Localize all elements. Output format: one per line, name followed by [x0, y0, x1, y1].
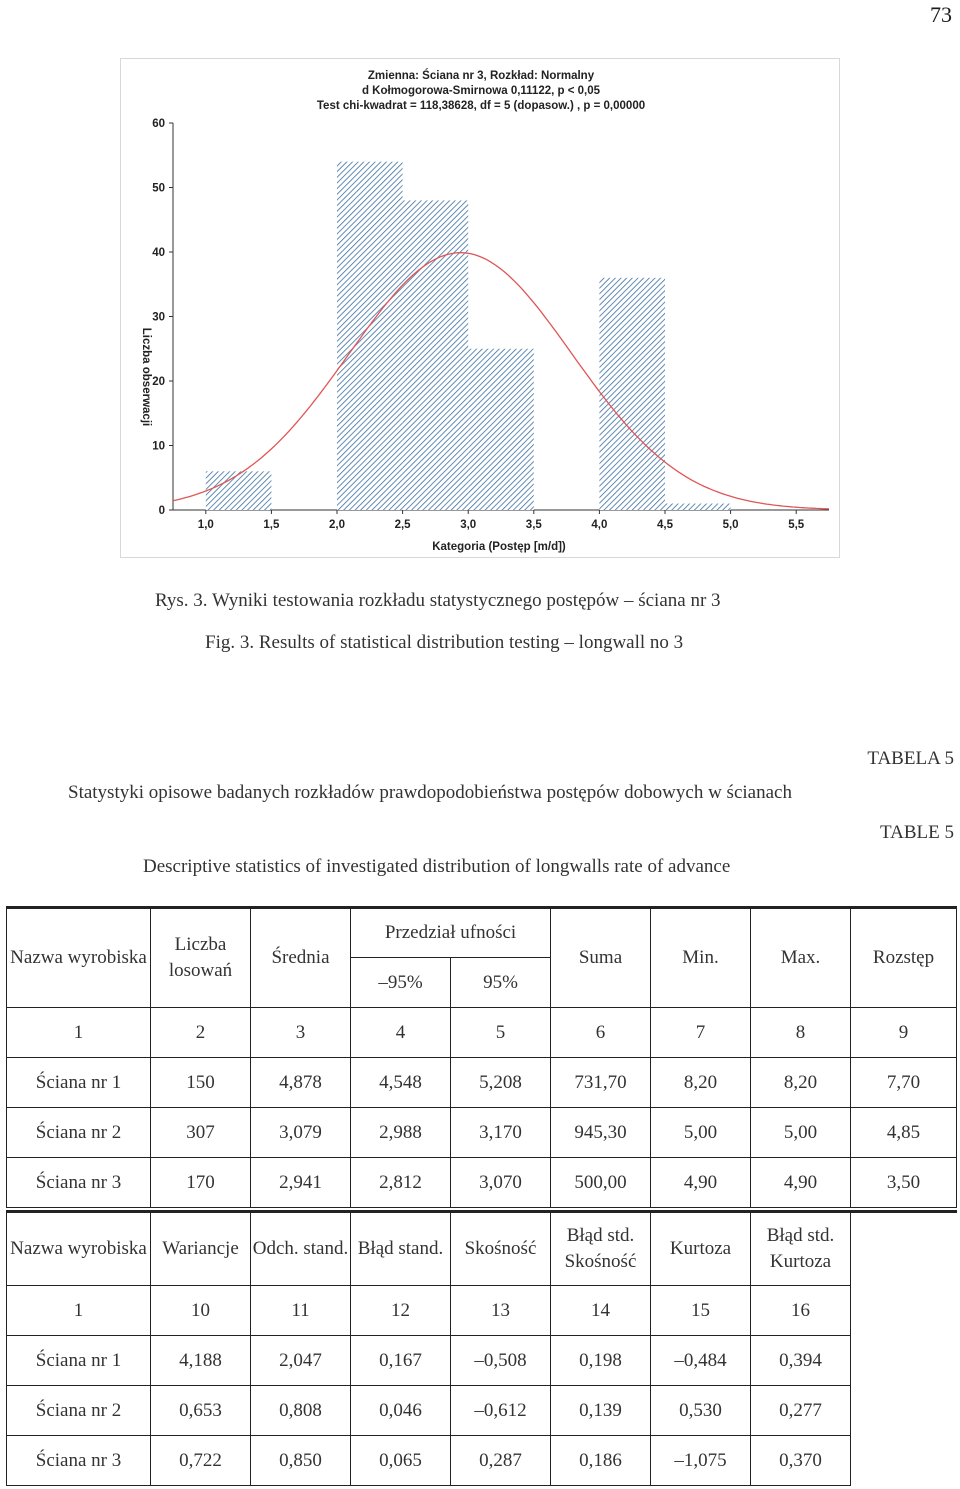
column-number: 7: [651, 1008, 751, 1058]
column-number: 1: [7, 1286, 151, 1336]
cell: 0,394: [751, 1336, 851, 1386]
y-tick-label: 30: [152, 311, 165, 324]
cell: –0,612: [451, 1386, 551, 1436]
stats-table-part1: [6, 906, 957, 1208]
x-tick-label: 4,0: [591, 519, 608, 531]
cell: 3,50: [851, 1158, 957, 1208]
cell: Ściana nr 3: [7, 1158, 151, 1208]
column-number: 11: [251, 1286, 351, 1336]
histogram-bar: [337, 162, 403, 510]
x-tick-label: 1,5: [263, 519, 280, 531]
x-tick-label: 2,0: [329, 519, 345, 531]
cell: 2,812: [351, 1158, 451, 1208]
header-cell: Skośność: [451, 1212, 551, 1286]
header-cell: Błąd std. Skośność: [551, 1212, 651, 1286]
cell: 0,198: [551, 1336, 651, 1386]
column-number: 16: [751, 1286, 851, 1336]
cell: 0,046: [351, 1386, 451, 1436]
y-axis-label: Liczba obserwacji: [140, 327, 152, 427]
stats-table-part2: [6, 1210, 957, 1486]
column-number-row: [7, 1286, 957, 1336]
header-count: Liczba losowań: [151, 908, 251, 1008]
x-tick-label: 3,0: [460, 519, 477, 531]
cell: 4,878: [251, 1058, 351, 1108]
cell: 0,370: [751, 1436, 851, 1486]
column-number: 10: [151, 1286, 251, 1336]
cell: 3,170: [451, 1108, 551, 1158]
figure-caption-en: Fig. 3. Results of statistical distribution testing – longwall no 3: [205, 632, 684, 653]
y-tick-label: 10: [152, 440, 165, 453]
y-tick-label: 60: [152, 118, 165, 130]
cell: –0,484: [651, 1336, 751, 1386]
column-number: 8: [751, 1008, 851, 1058]
x-tick-label: 5,0: [722, 519, 739, 531]
cell: 0,850: [251, 1436, 351, 1486]
cell: 8,20: [751, 1058, 851, 1108]
y-tick-label: 0: [158, 505, 165, 517]
cell: –0,508: [451, 1336, 551, 1386]
table-row: [7, 1436, 957, 1486]
header-cell: Nazwa wyrobiska: [7, 1212, 151, 1286]
header-mean: Średnia: [251, 908, 351, 1008]
y-tick-label: 50: [152, 182, 165, 195]
header-row: [7, 1212, 957, 1286]
column-number: 13: [451, 1286, 551, 1336]
cell: 5,00: [651, 1108, 751, 1158]
chart-title-line-2: d Kołmogorowa-Smirnowa 0,11122, p < 0,05: [361, 85, 601, 97]
cell: 170: [151, 1158, 251, 1208]
header-cell: Błąd stand.: [351, 1212, 451, 1286]
header-cell: Kurtoza: [651, 1212, 751, 1286]
x-tick-label: 1,0: [197, 519, 214, 531]
header-cell: Odch. stand.: [251, 1212, 351, 1286]
cell: 307: [151, 1108, 251, 1158]
column-number: 5: [451, 1008, 551, 1058]
cell: 5,208: [451, 1058, 551, 1108]
x-tick-label: 3,5: [525, 519, 542, 531]
histogram-bar: [599, 278, 665, 510]
header-name: Nazwa wyrobiska: [7, 908, 151, 1008]
header-max: Max.: [751, 908, 851, 1008]
y-tick-label: 40: [152, 247, 165, 259]
figure-caption-pl: Rys. 3. Wyniki testowania rozkładu statystycznego postępów – ściana nr 3: [155, 590, 721, 611]
histogram-bar: [206, 471, 272, 510]
cell: Ściana nr 1: [7, 1058, 151, 1108]
cell: 3,070: [451, 1158, 551, 1208]
cell: 0,277: [751, 1386, 851, 1436]
cell: 500,00: [551, 1158, 651, 1208]
x-tick-label: 5,5: [788, 519, 805, 531]
header-range: Rozstęp: [851, 908, 957, 1008]
table-label-en: TABLE 5: [880, 822, 954, 843]
header-ci: Przedział ufności: [351, 908, 551, 958]
column-number: 3: [251, 1008, 351, 1058]
cell: 0,530: [651, 1386, 751, 1436]
column-number: 1: [7, 1008, 151, 1058]
chart-title-line-3: Test chi-kwadrat = 118,38628, df = 5 (dopasow.) , p = 0,00000: [316, 100, 646, 112]
cell: 4,85: [851, 1108, 957, 1158]
column-number: 2: [151, 1008, 251, 1058]
y-tick-label: 20: [152, 376, 165, 388]
header-sum: Suma: [551, 908, 651, 1008]
chart-title-line-1: Zmienna: Ściana nr 3, Rozkład: Normalny: [367, 70, 595, 82]
cell: Ściana nr 3: [7, 1436, 151, 1486]
cell: 4,188: [151, 1336, 251, 1386]
header-cell: Wariancje: [151, 1212, 251, 1286]
table-title-en: Descriptive statistics of investigated distribution of longwalls rate of advance: [143, 856, 731, 877]
cell: 2,941: [251, 1158, 351, 1208]
header-ci-high: 95%: [451, 958, 551, 1008]
cell: 0,065: [351, 1436, 451, 1486]
cell: 3,079: [251, 1108, 351, 1158]
table-row: [7, 1108, 957, 1158]
cell: 731,70: [551, 1058, 651, 1108]
cell: 150: [151, 1058, 251, 1108]
column-number: 15: [651, 1286, 751, 1336]
column-number: 6: [551, 1008, 651, 1058]
header-cell: Błąd std. Kurtoza: [751, 1212, 851, 1286]
cell: 4,90: [751, 1158, 851, 1208]
table-row: [7, 1158, 957, 1208]
histogram-bar: [468, 349, 534, 510]
histogram-bar: [665, 504, 731, 510]
histogram-figure: [120, 58, 840, 558]
cell: Ściana nr 2: [7, 1108, 151, 1158]
cell: 4,548: [351, 1058, 451, 1108]
cell: 0,653: [151, 1386, 251, 1436]
x-tick-label: 2,5: [394, 519, 411, 531]
cell: 0,722: [151, 1436, 251, 1486]
cell: 8,20: [651, 1058, 751, 1108]
column-number: 9: [851, 1008, 957, 1058]
header-ci-low: –95%: [351, 958, 451, 1008]
cell: 5,00: [751, 1108, 851, 1158]
table-row: [7, 1336, 957, 1386]
column-number-row: [7, 1008, 957, 1058]
cell: 2,047: [251, 1336, 351, 1386]
table-row: [7, 1386, 957, 1436]
cell: 0,808: [251, 1386, 351, 1436]
cell: 945,30: [551, 1108, 651, 1158]
column-number: 14: [551, 1286, 651, 1336]
x-tick-label: 4,5: [657, 519, 673, 531]
page-number: 73: [930, 2, 952, 27]
histogram-bar: [403, 200, 469, 510]
cell: –1,075: [651, 1436, 751, 1486]
cell: 0,139: [551, 1386, 651, 1436]
cell: 0,186: [551, 1436, 651, 1486]
cell: 2,988: [351, 1108, 451, 1158]
header-min: Min.: [651, 908, 751, 1008]
column-number: 4: [351, 1008, 451, 1058]
column-number: 12: [351, 1286, 451, 1336]
x-axis-label: Kategoria (Postęp [m/d]): [432, 541, 566, 553]
table-title-pl: Statystyki opisowe badanych rozkładów prawdopodobieństwa postępów dobowych w ścianach: [68, 782, 792, 803]
cell: 0,287: [451, 1436, 551, 1486]
cell: Ściana nr 2: [7, 1386, 151, 1436]
cell: 4,90: [651, 1158, 751, 1208]
cell: Ściana nr 1: [7, 1336, 151, 1386]
cell: 7,70: [851, 1058, 957, 1108]
table-row: [7, 1058, 957, 1108]
histogram-chart: [121, 59, 839, 557]
table-label-pl: TABELA 5: [867, 748, 954, 769]
cell: 0,167: [351, 1336, 451, 1386]
